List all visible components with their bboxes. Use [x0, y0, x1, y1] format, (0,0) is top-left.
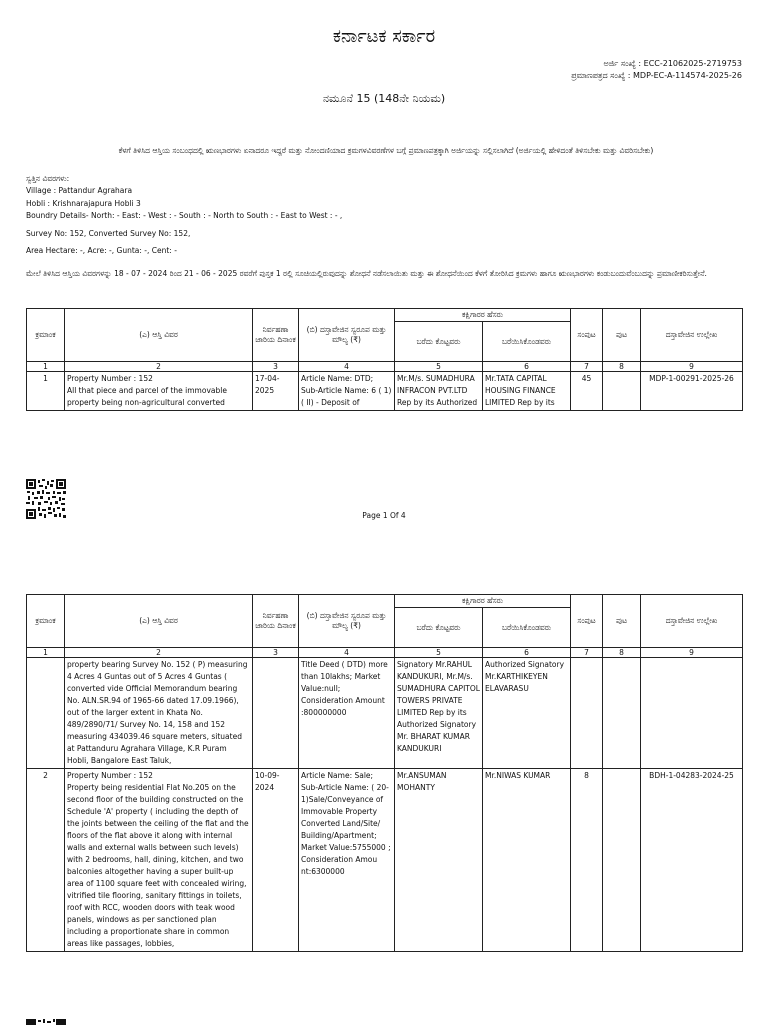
page-title: ಕರ್ನಾಟಕ ಸರ್ಕಾರ — [332, 26, 436, 47]
col-num: 4 — [299, 362, 395, 372]
header-nature-value: (ಬಿ) ದಸ್ತಾವೇಜಿನ ಸ್ವರೂಪ ಮತ್ತು ಮೌಲ್ಯ (₹) — [299, 309, 395, 362]
row-executant: Signatory Mr.RAHUL KANDUKURI, Mr.M/s. SUMADHURA CAPITOL TOWERS PRIVATE LIMITED Rep by its Authorized Signatory Mr. BHARAT KUMAR KANDUKURI — [397, 660, 480, 753]
hobli: Hobli : Krishnarajapura Hobli 3 — [26, 198, 141, 208]
header-execution-date: ನಿರ್ವಹಣಾ ಜಾರಿಯ ದಿನಾಂಕ — [253, 309, 299, 362]
col-num: 8 — [603, 362, 641, 372]
header-property-details: (ಎ) ಆಸ್ತಿ ವಿವರ — [65, 309, 253, 362]
column-number-row — [27, 648, 743, 658]
survey-number: Survey No: 152, Converted Survey No: 152, — [26, 228, 191, 238]
row-property: property bearing Survey No. 152 ( P) measuring 4 Acres 4 Guntas out of 5 Acres 4 Guntas ( converted vide Official Memorandum bearing No. ALN.SR.94 of 1965-66 dated 17.09.1966), out of the larger extent in Khata No. 489/2890/71/ Survey No. 14, 158 and 152 measuring 434039.46 square meters, situated at Pattanduru Agrahara Village, K.R Puram Hobli, Bangalore East Taluk, — [67, 660, 248, 765]
row-serial: 1 — [43, 374, 48, 383]
column-number-row — [27, 362, 743, 372]
area-details: Area Hectare: -, Acre: -, Gunta: -, Cent: - — [26, 246, 177, 256]
header-claimant: ಬರೆಯಿಸಿಕೊಂಡವರು — [483, 322, 571, 362]
row-volume: 45 — [581, 374, 592, 383]
col-num: 7 — [571, 648, 603, 658]
col-num: 8 — [603, 648, 641, 658]
col-num: 2 — [65, 648, 253, 658]
row-executant: Mr.ANSUMAN MOHANTY — [397, 771, 447, 792]
form-title: ನಮೂನೆ 15 (148ನೇ ನಿಯಮ) — [322, 92, 446, 105]
row-doc-ref: BDH-1-04283-2024-25 — [649, 771, 734, 780]
row-nature: Article Name: Sale; Sub-Article Name: ( 20-1)Sale/Conveyance of Immovable Property Converted Land/Site/ Building/Apartment; Market Value:5755000 ; Consideration Amou nt:6300000 — [301, 771, 391, 876]
row-doc-ref: MDP-1-00291-2025-26 — [649, 374, 734, 383]
header-execution-date: ನಿರ್ವಹಣಾ ಜಾರಿಯ ದಿನಾಂಕ — [253, 595, 299, 648]
header-parties: ಕಕ್ಷಿಗಾರರ ಹೆಸರು — [395, 309, 571, 322]
col-num: 9 — [641, 362, 743, 372]
header-page: ಪುಟ — [603, 309, 641, 362]
header-claimant: ಬರೆಯಿಸಿಕೊಂಡವರು — [483, 608, 571, 648]
header-serial: ಕ್ರಮಾಂಕ — [27, 309, 65, 362]
col-num: 3 — [253, 362, 299, 372]
reference-numbers — [571, 58, 742, 82]
village: Village : Pattandur Agrahara — [26, 186, 133, 196]
header-property-details: (ಎ) ಆಸ್ತಿ ವಿವರ — [65, 595, 253, 648]
header-executant: ಬರೆದು ಕೊಟ್ಟವರು — [395, 608, 483, 648]
header-page: ಪುಟ — [603, 595, 641, 648]
row-claimant: Mr.TATA CAPITAL HOUSING FINANCE LIMITED Rep by its — [485, 374, 556, 407]
table-row — [27, 769, 743, 952]
col-num: 1 — [27, 648, 65, 658]
application-number: ಅರ್ಜಿ ಸಂಖ್ಯೆ : ECC-21062025-2719753 — [603, 59, 742, 68]
col-num: 4 — [299, 648, 395, 658]
encumbrance-table-page1 — [26, 308, 743, 411]
header-nature-value: (ಬಿ) ದಸ್ತಾವೇಜಿನ ಸ್ವರೂಪ ಮತ್ತು ಮೌಲ್ಯ (₹) — [299, 595, 395, 648]
row-serial: 2 — [43, 771, 48, 780]
property-heading: ಸ್ವತ್ತಿನ ವಿವರಗಳು: — [26, 174, 70, 183]
boundary-details: Boundry Details- North: - East: - West : - South : - North to South : - East to West : - , — [26, 211, 343, 221]
row-nature: Article Name: DTD; Sub-Article Name: 6 ( 1) ( II) - Deposit of — [301, 374, 392, 407]
encumbrance-table-page2 — [26, 594, 743, 952]
header-executant: ಬರೆದು ಕೊಟ್ಟವರು — [395, 322, 483, 362]
certification-text: ಮೇಲೆ ತಿಳಿಸಿದ ಆಸ್ತಿಯ ವಿವರಗಳನ್ನು 18 - 07 - 2024 ರಿಂದ 21 - 06 - 2025 ರವರೆಗೆ ಪುಸ್ತಕ 1 ರಲ್ಲಿ ಸೂಚಿಯಲ್ಲಿರುವುದನ್ನು ಶೋಧನೆ ನಡೆಸಲಾಯಿತು ಮತ್ತು ಈ ಶೋಧನೆಯಿಂದ ಕೆಳಗೆ ತೋರಿಸಿದ ಕ್ರಮಗಳು ಹಾಗೂ ಋಣಭಾರಗಳು ಕಂಡುಬಂದುವೆಂಬುದನ್ನು ಪ್ರಮಾಣೀಕರಿಸುತ್ತೇನೆ. — [26, 269, 707, 278]
col-num: 5 — [395, 362, 483, 372]
row-date: 17-04-2025 — [255, 374, 280, 395]
row-property: Property Number : 152 All that piece and parcel of the immovable property being non-agricultural converted — [67, 374, 227, 407]
row-date: 10-09-2024 — [255, 771, 280, 792]
col-num: 1 — [27, 362, 65, 372]
row-volume: 8 — [584, 771, 589, 780]
col-num: 9 — [641, 648, 743, 658]
col-num: 6 — [483, 648, 571, 658]
row-claimant: Authorized Signatory Mr.KARTHIKEYEN ELAVARASU — [485, 660, 565, 693]
property-details — [26, 173, 342, 257]
row-property: Property Number : 152 Property being residential Flat No.205 on the second floor of the building constructed on the Schedule 'A' property ( including the depth of the joints between the ceiling of the flat and the floors of the flat above it along with internal walls and external walls between such levels) with 2 bedrooms, hall, dining, kitchen, and two balconies altogether having a super built-up area of 1100 square feet with concealed wiring, vitrified tile flooring, sanitary fittings in toilets, roof with RCC, wooden doors with teak wood panels, windows as per sanctioned plan including a proportionate share in common areas like passages, lobbies, — [67, 771, 249, 948]
col-num: 6 — [483, 362, 571, 372]
row-claimant: Mr.NIWAS KUMAR — [485, 771, 551, 780]
table-row — [27, 372, 743, 411]
header-document-ref: ದಸ್ತಾವೇಜಿನ ಉಲ್ಲೇಖ — [641, 309, 743, 362]
page-number: Page 1 Of 4 — [362, 511, 406, 520]
col-num: 2 — [65, 362, 253, 372]
header-parties: ಕಕ್ಷಿಗಾರರ ಹೆಸರು — [395, 595, 571, 608]
col-num: 5 — [395, 648, 483, 658]
row-nature: Title Deed ( DTD) more than 10lakhs; Market Value:null; Consideration Amount :800000000 — [301, 660, 388, 717]
header-volume: ಸಂಪುಟ — [571, 595, 603, 648]
col-num: 3 — [253, 648, 299, 658]
header-document-ref: ದಸ್ತಾವೇಜಿನ ಉಲ್ಲೇಖ — [641, 595, 743, 648]
row-executant: Mr.M/s. SUMADHURA INFRACON PVT.LTD Rep by its Authorized — [397, 374, 478, 407]
intro-text: ಕೆಳಗೆ ತಿಳಿಸಿದ ಆಸ್ತಿಯ ಸಂಬಂಧದಲ್ಲಿ ಋಣಭಾರಗಳು ಏನಾದರೂ ಇದ್ದರೆ ಮತ್ತು ನೋಂದಣಿಯಾದ ಕ್ರಮಗಳವಿವರಣೆಗಳ ಬಗ್ಗೆ ಪ್ರಮಾಣಪತ್ರಕ್ಕಾಗಿ ಅರ್ಜಿಯನ್ನು ಸಲ್ಲಿಸಲಾಗಿದೆ (ಅರ್ಜಿಯಲ್ಲಿ ಹೇಳಿದಂತೆ ತಿಳಿಸಬೇಕು ಮತ್ತು ವಿವರಿಸಬೇಕು) — [118, 146, 654, 155]
certificate-number: ಪ್ರಮಾಣಪತ್ರದ ಸಂಖ್ಯೆ : MDP-EC-A-114574-2025-26 — [571, 71, 742, 80]
table-row — [27, 658, 743, 769]
col-num: 7 — [571, 362, 603, 372]
header-volume: ಸಂಪುಟ — [571, 309, 603, 362]
header-serial: ಕ್ರಮಾಂಕ — [27, 595, 65, 648]
